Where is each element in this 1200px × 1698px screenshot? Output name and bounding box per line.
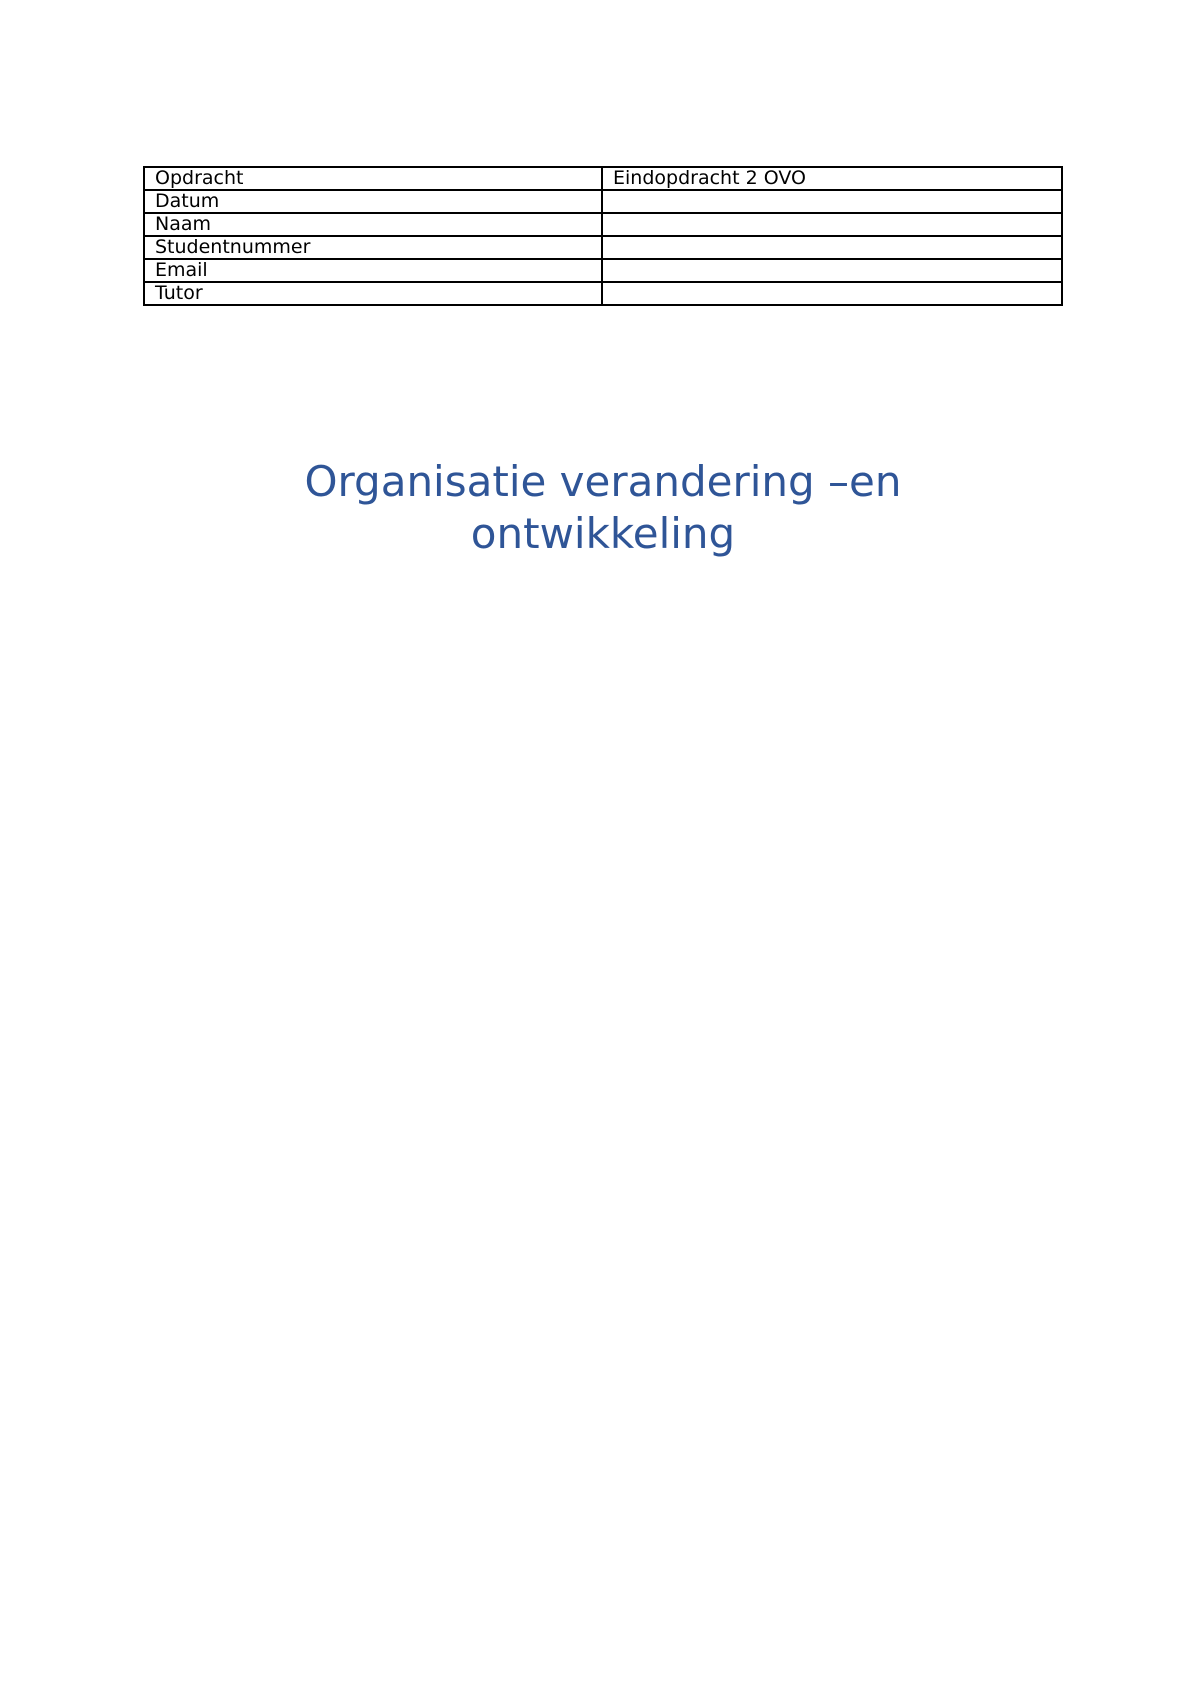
table-row-tutor bbox=[144, 282, 1062, 305]
document-title bbox=[143, 456, 1063, 560]
table-label-email: Email bbox=[144, 259, 602, 282]
table-row-datum bbox=[144, 190, 1062, 213]
table-label-datum: Datum bbox=[144, 190, 602, 213]
table-value-datum bbox=[602, 190, 1062, 213]
table-value-tutor bbox=[602, 282, 1062, 305]
table-value-naam bbox=[602, 213, 1062, 236]
table-label-tutor: Tutor bbox=[144, 282, 602, 305]
document-title-line-1: Organisatie verandering –en bbox=[304, 457, 902, 506]
table-row-email bbox=[144, 259, 1062, 282]
assignment-info-table bbox=[143, 166, 1063, 306]
table-label-studentnummer: Studentnummer bbox=[144, 236, 602, 259]
table-value-opdracht: Eindopdracht 2 OVO bbox=[602, 167, 1062, 190]
table-row-opdracht bbox=[144, 167, 1062, 190]
table-label-opdracht: Opdracht bbox=[144, 167, 602, 190]
table-value-studentnummer bbox=[602, 236, 1062, 259]
document-title-line-2: ontwikkeling bbox=[470, 509, 736, 558]
table-value-email bbox=[602, 259, 1062, 282]
table-label-naam: Naam bbox=[144, 213, 602, 236]
table-row-naam bbox=[144, 213, 1062, 236]
table-row-studentnummer bbox=[144, 236, 1062, 259]
